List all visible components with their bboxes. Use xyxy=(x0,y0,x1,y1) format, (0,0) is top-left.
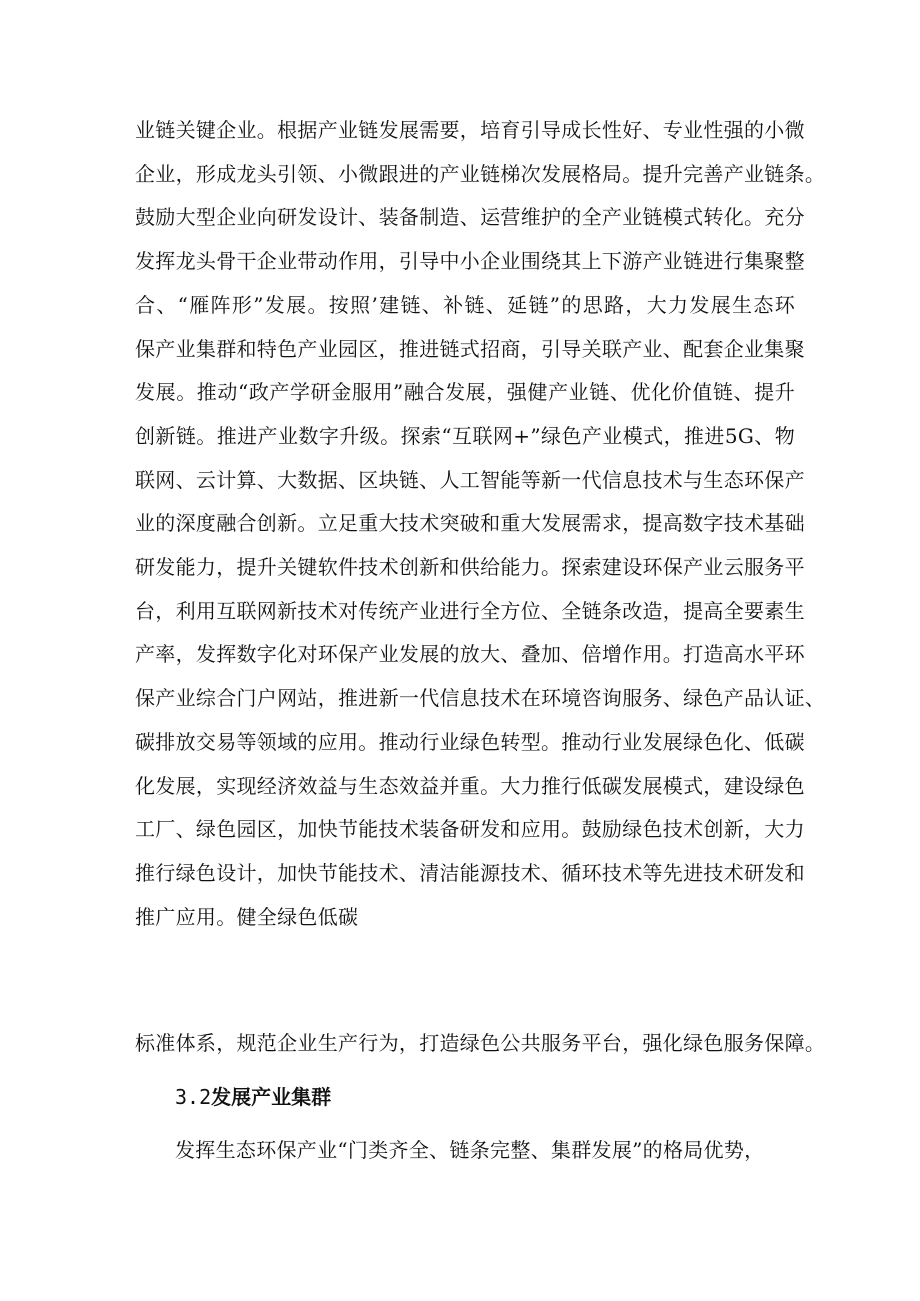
section-heading xyxy=(175,1082,331,1112)
paragraph-line: 化发展，实现经济效益与生态效益并重。大力推行低碳发展模式，建设绿色 xyxy=(135,774,805,798)
paragraph-line: 推行绿色设计，加快节能技术、清洁能源技术、循环技术等先进技术研发和 xyxy=(135,861,805,885)
paragraph-line: 保产业集群和特色产业园区，推进链式招商，引导关联产业、配套企业集聚 xyxy=(135,337,805,361)
section-number: 3.2 xyxy=(175,1085,212,1109)
paragraph-line: 发展。推动“政产学研金服用”融合发展，强健产业链、优化价值链、提升 xyxy=(135,380,795,404)
paragraph-line: 保产业综合门户网站，推进新一代信息技术在环境咨询服务、绿色产品认证、 xyxy=(135,686,826,710)
paragraph-line: 合、“雁阵形”发展。按照’建链、补链、延链”的思路，大力发展生态环 xyxy=(135,293,795,317)
paragraph-line: 发挥龙头骨干企业带动作用，引导中小企业围绕其上下游产业链进行集聚整 xyxy=(135,249,805,273)
paragraph-first-line: 发挥生态环保产业“门类齐全、链条完整、集群发展”的格局优势， xyxy=(175,1138,765,1162)
paragraph-line: 创新链。推进产业数字升级。探索“互联网+”绿色产业模式，推进5G、物 xyxy=(135,424,795,448)
paragraph-line: 鼓励大型企业向研发设计、装备制造、运营维护的全产业链模式转化。充分 xyxy=(135,205,805,229)
paragraph-line: 业的深度融合创新。立足重大技术突破和重大发展需求，提高数字技术基础 xyxy=(135,511,805,535)
section-title: 发展产业集群 xyxy=(211,1085,332,1109)
paragraph-line: 台，利用互联网新技术对传统产业进行全方位、全链条改造，提高全要素生 xyxy=(135,599,805,623)
paragraph-line: 碳排放交易等领域的应用。推动行业绿色转型。推动行业发展绿色化、低碳 xyxy=(135,730,805,754)
paragraph-line: 推广应用。健全绿色低碳 xyxy=(135,905,359,929)
paragraph-line: 产率，发挥数字化对环保产业发展的放大、叠加、倍增作用。打造高水平环 xyxy=(135,642,805,666)
paragraph-line: 研发能力，提升关键软件技术创新和供给能力。探索建设环保产业云服务平 xyxy=(135,555,805,579)
paragraph-line: 业链关键企业。根据产业链发展需要，培育引导成长性好、专业性强的小微 xyxy=(135,118,805,142)
paragraph-line: 工厂、绿色园区，加快节能技术装备研发和应用。鼓励绿色技术创新，大力 xyxy=(135,817,805,841)
paragraph-line: 联网、云计算、大数据、区块链、人工智能等新一代信息技术与生态环保产 xyxy=(135,468,805,492)
paragraph-continuation-line: 标准体系，规范企业生产行为，打造绿色公共服务平台，强化绿色服务保障。 xyxy=(135,1031,826,1055)
paragraph-line: 企业，形成龙头引领、小微跟进的产业链梯次发展格局。提升完善产业链条。 xyxy=(135,162,826,186)
